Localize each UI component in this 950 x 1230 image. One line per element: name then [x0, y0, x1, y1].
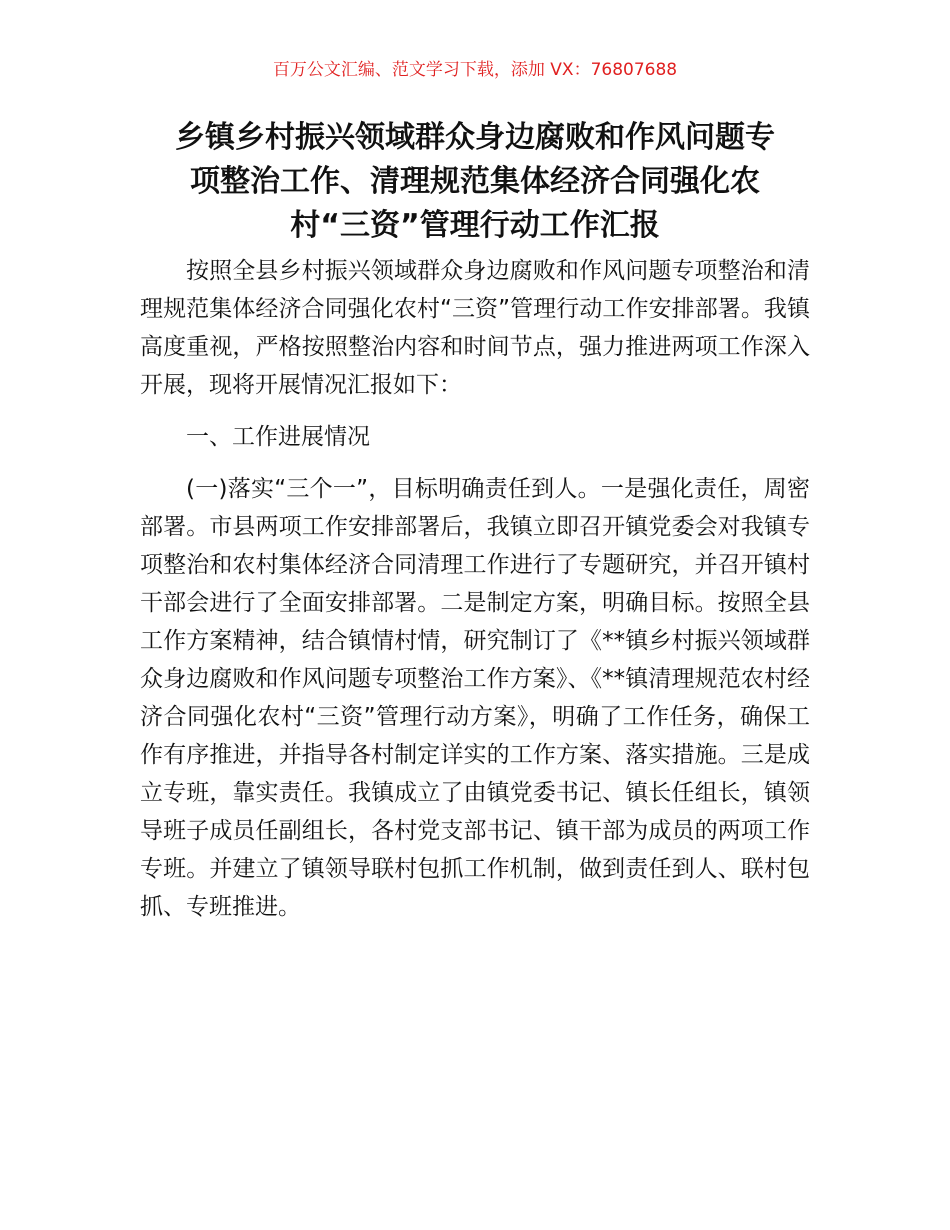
body-paragraph: (一)落实“三个一”，目标明确责任到人。一是强化责任，周密部署。市县两项工作安排部署后，我镇立即召开镇党委会对我镇专项整治和农村集体经济合同清理工作进行了专题研究，并召开镇村干部会进行了全面安排部署。二是制定方案，明确目标。按照全县工作方案精神，结合镇情村情，研究制订了《**镇乡村振兴领域群众身边腐败和作风问题专项整治工作方案》、《**镇清理规范农村经济合同强化农村“三资”管理行动方案》，明确了工作任务，确保工作有序推进，并指导各村制定详实的工作方案、落实措施。三是成立专班，靠实责任。我镇成立了由镇党委书记、镇长任组长，镇领导班子成员任副组长，各村党支部书记、镇干部为成员的两项工作专班。并建立了镇领导联村包抓工作机制，做到责任到人、联村包抓、专班推进。 — [140, 476, 810, 920]
intro-paragraph: 按照全县乡村振兴领域群众身边腐败和作风问题专项整治和清理规范集体经济合同强化农村“三资”管理行动工作安排部署。我镇高度重视，严格按照整治内容和时间节点，强力推进两项工作深入开展，现将开展情况汇报如下： — [140, 258, 810, 398]
document-body — [140, 252, 810, 940]
section-heading: 一、工作进展情况 — [186, 424, 370, 450]
title-line: 乡镇乡村振兴领域群众身边腐败和作风问题专 — [175, 120, 775, 155]
title-line: 村“三资”管理行动工作汇报 — [290, 208, 660, 243]
document-title — [140, 116, 810, 248]
header-note: 百万公文汇编、范文学习下载，添加 VX：76807688 — [272, 60, 678, 80]
title-line: 项整治工作、清理规范集体经济合同强化农 — [190, 164, 760, 199]
